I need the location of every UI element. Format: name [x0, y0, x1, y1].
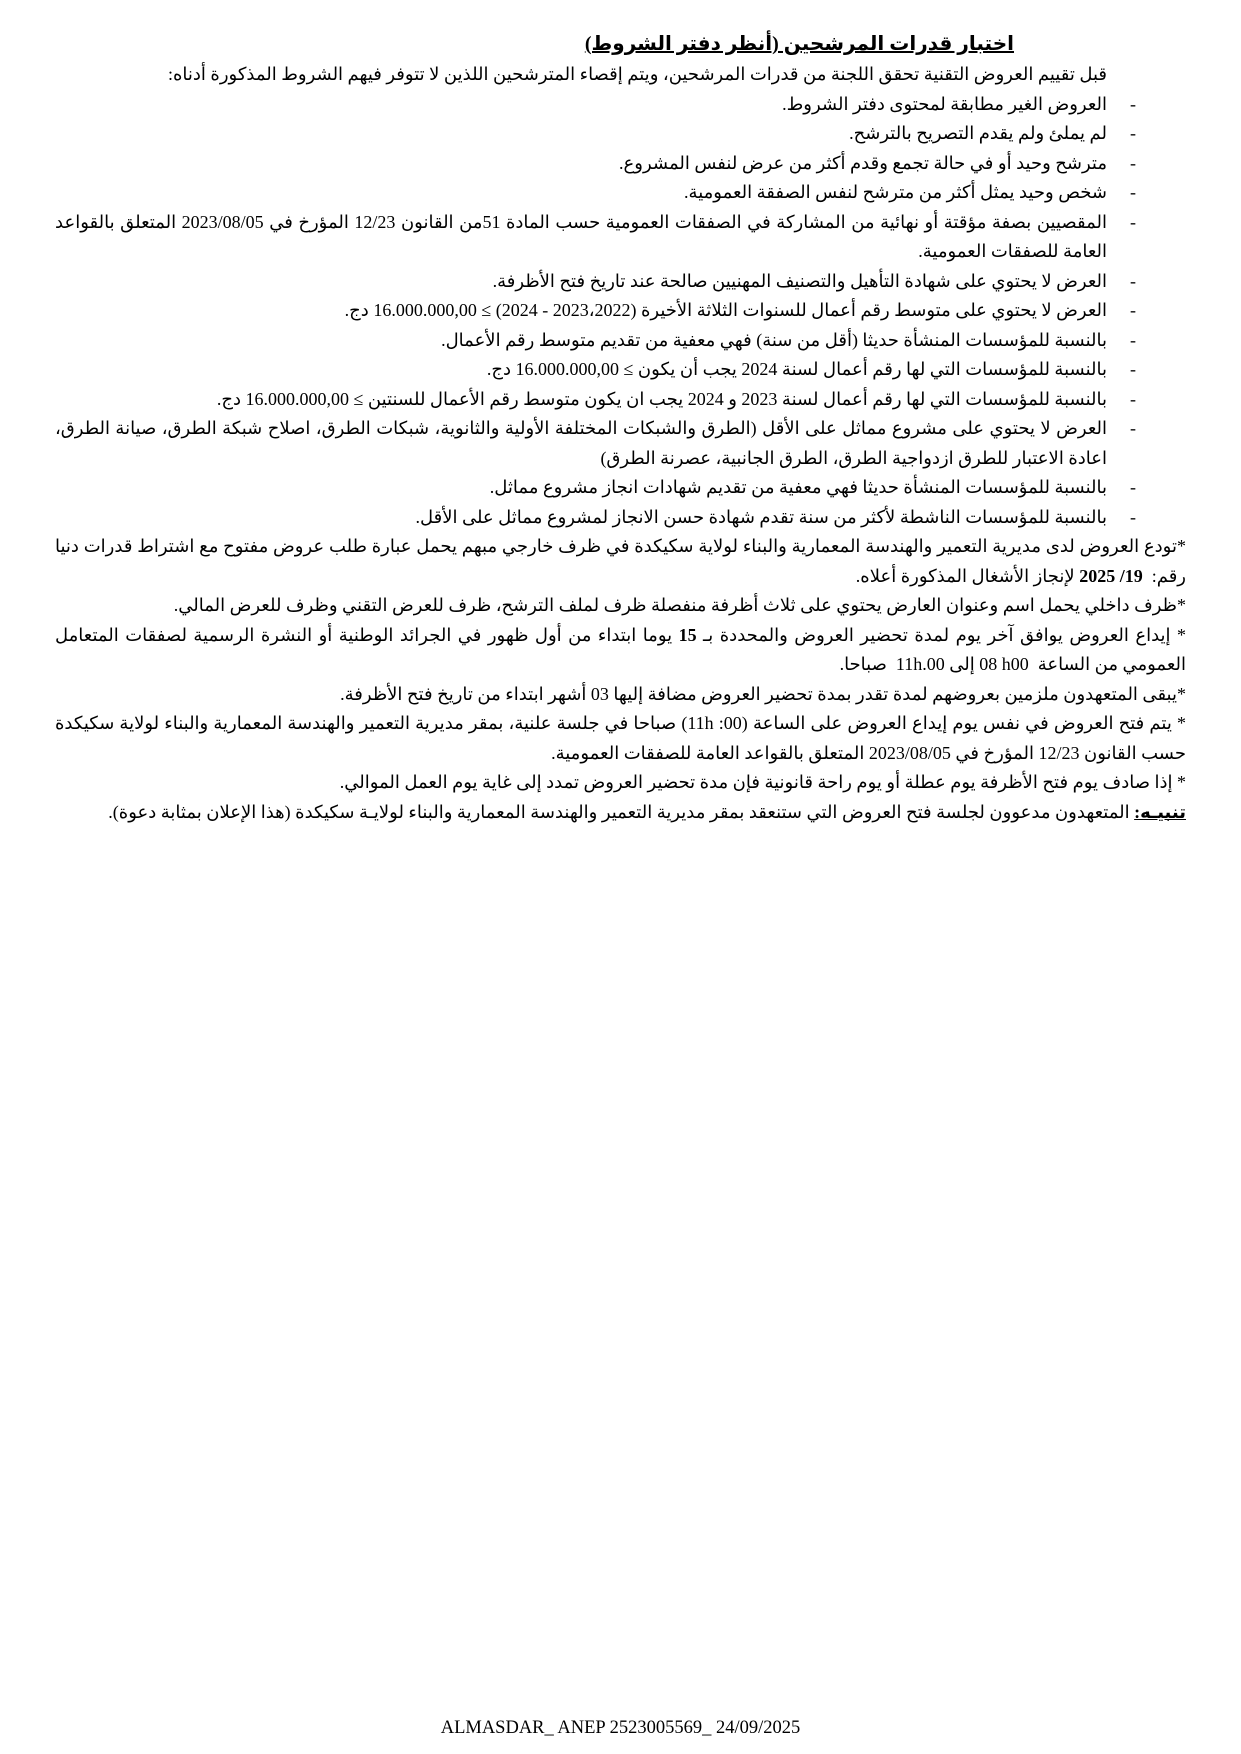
bullet-active-companies-certificate	[55, 503, 1186, 533]
paragraph-notice-invitation	[55, 798, 1186, 828]
paragraph-opening-session	[55, 709, 1186, 768]
text-run: يوما ابتداء من أول ظهور في الجرائد الوطنية أو النشرة الرسمية لصفقات المتعامل العمومي من الساعة ⁦08 h00⁩ إلى ⁦11h.00⁩ صباحا.	[55, 624, 1186, 674]
paragraph-holiday-extension	[55, 768, 1186, 798]
text-run: المتعهدون مدعوون لجلسة فتح العروض التي ستنعقد بمقر مديرية التعمير والهندسة المعمارية والبناء لولايـة سكيكدة (هذا الإعلان بمثابة دعوة).	[108, 801, 1135, 822]
paragraph-deposit-deadline	[55, 621, 1186, 680]
bullet-turnover-2023-2024	[55, 385, 1186, 415]
text-run: العرض لا يحتوي على شهادة التأهيل والتصنيف المهنيين صالحة عند تاريخ فتح الأظرفة.	[492, 270, 1107, 291]
bullet-dash-icon: -	[1130, 270, 1136, 291]
text-run: العروض الغير مطابقة لمحتوى دفتر الشروط.	[782, 93, 1107, 114]
bullet-new-companies-certificate-exemption	[55, 473, 1186, 503]
bullet-dash-icon: -	[1130, 182, 1136, 202]
bullet-non-conforming-offers	[55, 90, 1186, 120]
text-run: *يبقى المتعهدون ملزمين بعروضهم لمدة تقدر بمدة تحضير العروض مضافة إليها 03 أشهر ابتداء من تاريخ فتح الأظرفة.	[340, 683, 1186, 704]
announcement-title	[55, 28, 1014, 60]
bullet-dash-icon: -	[1130, 477, 1136, 497]
bullet-dash-icon: -	[1130, 93, 1136, 114]
text-run: 15	[678, 624, 697, 645]
text-run: *تودع العروض لدى مديرية التعمير والهندسة المعمارية والبناء لولاية سكيكدة في ظرف خارجي مبهم يحمل عبارة طلب عروض مفتوح مع اشتراط قدرات دنيا رقم:	[55, 536, 1186, 586]
bullet-dash-icon: -	[1130, 359, 1136, 379]
bullet-new-companies-turnover-exemption	[55, 326, 1186, 356]
text-run: قبل تقييم العروض التقنية تحقق اللجنة من قدرات المرشحين، ويتم إقصاء المترشحين اللذين لا تتوفر فيهم الشروط المذكورة أدناه:	[167, 64, 1107, 84]
bullet-dash-icon: -	[1130, 123, 1136, 143]
text-run: بالنسبة للمؤسسات المنشأة حديثا (أقل من سنة) فهي معفية من تقديم متوسط رقم الأعمال.	[441, 329, 1107, 350]
bullet-one-person-multiple-candidates	[55, 178, 1186, 208]
paragraph-offer-validity	[55, 680, 1186, 710]
bullet-average-turnover-three-years	[55, 296, 1186, 326]
text-run: *ظرف داخلي يحمل اسم وعنوان العارض يحتوي على ثلاث أظرفة منفصلة ظرف لملف الترشح، ظرف للعرض التقني وظرف للعرض المالي.	[173, 595, 1186, 615]
bullet-dash-icon: -	[1130, 152, 1136, 173]
text-run: شخص وحيد يمثل أكثر من مترشح لنفس الصفقة العمومية.	[684, 182, 1107, 202]
text-run: * إيداع العروض يوافق آخر يوم لمدة تحضير العروض والمحددة بـ	[696, 624, 1186, 645]
bullet-missing-candidacy-declaration	[55, 119, 1186, 149]
text-run: لإنجاز الأشغال المذكورة أعلاه.	[855, 565, 1080, 586]
footer-credit: ALMASDAR_ ANEP 2523005569_ 24/09/2025	[440, 1718, 801, 1738]
bullet-missing-qualification-certificate	[55, 267, 1186, 297]
text-run: المقصيين بصفة مؤقتة أو نهائية من المشاركة في الصفقات العمومية حسب المادة 51من القانون 12/23 المؤرخ في 2023/08/05 المتعلق بالقواعد العامة للصفقات العمومية.	[55, 211, 1107, 261]
intro-paragraph	[55, 60, 1186, 90]
bullet-dash-icon: -	[1130, 506, 1136, 527]
text-run: بالنسبة للمؤسسات المنشأة حديثا فهي معفية من تقديم شهادات انجاز مشروع مماثل.	[489, 477, 1107, 497]
text-run: * يتم فتح العروض في نفس يوم إيداع العروض على الساعة ⁦(11h :00)⁩ صباحا في جلسة علنية، بمقر مديرية التعمير والهندسة المعمارية والبناء لولاية سكيكدة حسب القانون 12/23 المؤرخ في 2023/08/05 المتعلق بالقواعد العامة للصفقات العمومية.	[55, 713, 1186, 763]
text-run: تنبيـه:	[1134, 801, 1186, 822]
bullet-multiple-offers-same-project	[55, 149, 1186, 179]
text-run: اختبار قدرات المرشحين (أنظر دفتر الشروط)	[584, 33, 1014, 55]
text-run: بالنسبة للمؤسسات الناشطة لأكثر من سنة تقدم شهادة حسن الانجاز لمشروع مماثل على الأقل.	[415, 506, 1107, 527]
text-run: العرض لا يحتوي على مشروع مماثل على الأقل (الطرق والشبكات المختلفة الأولية والثانوية، شبكات الطرق، اصلاح شبكة الطرق، صيانة الطرق، اعادة الاعتبار للطرق ازدواجية الطرق، الطرق الجانبية، عصرنة الطرق)	[55, 418, 1107, 468]
text-run: بالنسبة للمؤسسات التي لها رقم أعمال لسنة 2023 و 2024 يجب ان يكون متوسط رقم الأعمال للسنتين ≥ 16.000.000,00 دج.	[216, 388, 1107, 409]
text-run: * إذا صادف يوم فتح الأظرفة يوم عطلة أو يوم راحة قانونية فإن مدة تحضير العروض تمدد إلى غاية يوم العمل الموالي.	[339, 772, 1186, 792]
text-run: العرض لا يحتوي على متوسط رقم أعمال للسنوات الثلاثة الأخيرة ⁦(2024 - 2023،2022)⁩ ≥ 16.000.000,00 دج.	[344, 300, 1107, 320]
paragraph-inner-envelope	[55, 591, 1186, 621]
bullet-dash-icon: -	[1130, 329, 1136, 350]
bullet-turnover-2024	[55, 355, 1186, 385]
bullet-excluded-from-public-procurement	[55, 208, 1186, 267]
text-run: 19/ 2025	[1079, 565, 1143, 586]
bullet-dash-icon: -	[1130, 211, 1136, 232]
paragraph-submission-address	[55, 532, 1186, 591]
bullet-similar-project-requirement	[55, 414, 1186, 473]
bullet-dash-icon: -	[1130, 388, 1136, 409]
announcement-body	[55, 28, 1186, 827]
text-run: بالنسبة للمؤسسات التي لها رقم أعمال لسنة 2024 يجب أن يكون ≥ 16.000.000,00 دج.	[486, 359, 1107, 379]
bullet-dash-icon: -	[1130, 300, 1136, 320]
text-run: مترشح وحيد أو في حالة تجمع وقدم أكثر من عرض لنفس المشروع.	[619, 152, 1107, 173]
bullet-dash-icon: -	[1130, 418, 1136, 438]
text-run: لم يملئ ولم يقدم التصريح بالترشح.	[849, 123, 1107, 143]
